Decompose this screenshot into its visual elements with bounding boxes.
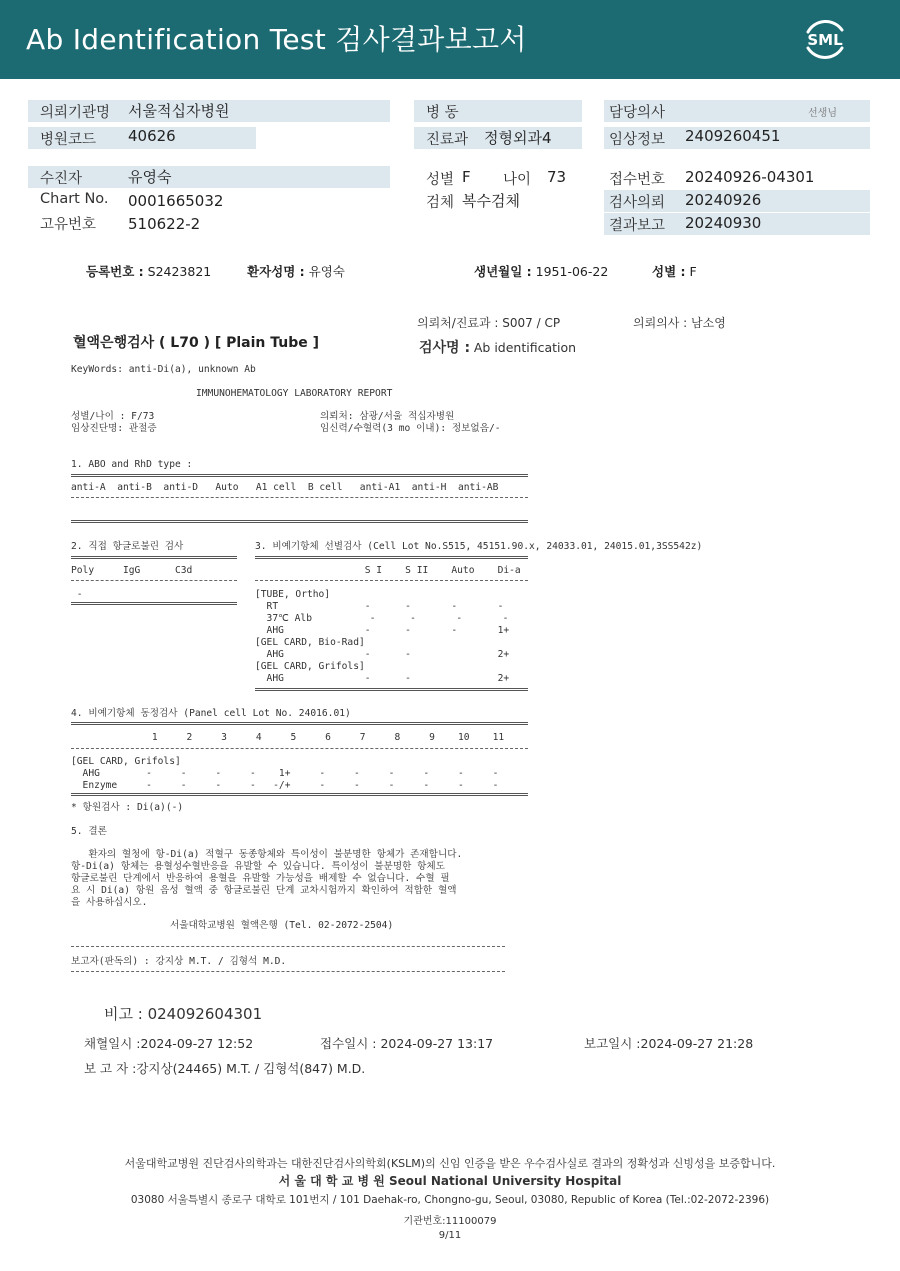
request-value: 20240926 <box>685 191 762 209</box>
divider <box>71 602 237 605</box>
dept-label: 진료과 <box>426 132 469 148</box>
reg-label: 등록번호 : <box>86 264 144 279</box>
screen-row-3: 37℃ Alb - - - - <box>255 613 509 624</box>
collect-label: 채혈일시 : <box>84 1036 141 1051</box>
info-row-patient <box>28 166 390 188</box>
sml-logo-icon <box>800 14 850 64</box>
receive-value: 2024-09-27 13:17 <box>380 1036 494 1051</box>
receive-row <box>320 1034 493 1052</box>
conclusion-line-2: 항-Di(a) 항체는 용혈성수혈반응을 유발할 수 있습니다. 특이성이 불분명한 항체도 <box>71 861 445 872</box>
conclusion-line-1: 환자의 혈청에 항-Di(a) 적혈구 동종항체와 특이성이 불분명한 항체가 존재합니다. <box>71 849 463 860</box>
remarks-row <box>104 1003 262 1024</box>
req-org-label: 의뢰기관명 <box>40 105 111 121</box>
abo-header: anti-A anti-B anti-D Auto A1 cell B cell anti-A1 anti-H anti-AB <box>71 482 499 493</box>
test-name-row <box>419 337 576 357</box>
section5-title: 5. 결론 <box>71 826 107 837</box>
collect-row <box>84 1034 253 1052</box>
age-value: 73 <box>547 168 567 186</box>
page-number: 9/11 <box>438 1230 462 1241</box>
dob-label: 생년월일 : <box>474 264 532 279</box>
reporter-line: 보고자(판독의) : 강지상 M.T. / 김형석 M.D. <box>71 956 287 967</box>
chart-value: 0001665032 <box>128 192 224 210</box>
screen-header: S I S II Auto Di-a <box>255 565 521 576</box>
antigen-test: * 항원검사 : Di(a)(-) <box>71 802 184 813</box>
reg-sex-label: 성별 : <box>652 264 686 279</box>
conclusion-line-5: 을 사용하십시오. <box>71 897 148 908</box>
specimen-label: 검체 <box>426 195 455 211</box>
patient-value: 유영숙 <box>128 168 172 186</box>
report-title: Ab Identification Test 검사결과보고서 <box>26 23 527 56</box>
sex-age: 성별/나이 : F/73 <box>71 411 155 422</box>
divider <box>71 580 237 581</box>
panel-header: 1 2 3 4 5 6 7 8 9 10 11 <box>71 732 505 743</box>
keywords: KeyWords: anti-Di(a), unknown Ab <box>71 364 256 375</box>
divider <box>71 971 505 972</box>
collect-value: 2024-09-27 12:52 <box>140 1036 254 1051</box>
screen-row-1: [TUBE, Ortho] <box>255 589 331 600</box>
hosp-code-value: 40626 <box>128 127 176 145</box>
receive-label: 접수일시 : <box>320 1036 377 1051</box>
footer-address: 03080 서울특별시 종로구 대학로 101번지 / 101 Daehak-ro, Chongno-gu, Seoul, 03080, Republic of Korea (Tel.:02-2072-2396) <box>130 1194 770 1206</box>
clinical-label: 임상정보 <box>609 132 666 148</box>
divider <box>71 556 237 559</box>
divider <box>255 688 528 691</box>
final-reporter-row <box>84 1059 365 1077</box>
reg-value: S2423821 <box>147 264 212 279</box>
divider <box>71 497 528 498</box>
footer-certification: 서울대학교병원 진단검사의학과는 대한진단검사의학회(KSLM)의 신임 인증을 받은 우수검사실로 결과의 정확성과 신빙성을 보증합니다. <box>124 1157 776 1170</box>
report-label: 결과보고 <box>609 218 666 234</box>
test-name-label: 검사명 : <box>419 340 471 356</box>
screen-row-5: [GEL CARD, Bio-Rad] <box>255 637 365 648</box>
report-time-label: 보고일시 : <box>584 1036 641 1051</box>
divider <box>71 793 528 796</box>
panel-row-1: [GEL CARD, Grifols] <box>71 756 181 767</box>
final-reporter-label: 보 고 자 : <box>84 1061 137 1076</box>
report-row <box>584 1034 753 1052</box>
conclusion-line-3: 항글로불린 단계에서 반응하여 용혈을 유발할 가능성을 배제할 수 없습니다. 수혈 필 <box>71 873 450 884</box>
screen-row-6: AHG - - 2+ <box>255 649 510 660</box>
ward-label: 병 동 <box>426 105 459 121</box>
dat-value: - <box>71 589 83 600</box>
doctor-suffix: 선생님 <box>808 108 837 119</box>
receipt-label: 접수번호 <box>609 172 666 188</box>
name-label: 환자성명 : <box>247 264 305 279</box>
referrer: 의뢰처: 삼광/서울 적십자병원 <box>320 411 455 422</box>
chart-label: Chart No. <box>40 191 109 207</box>
section1-title: 1. ABO and RhD type : <box>71 459 193 470</box>
section2-title: 2. 직접 항글로불린 검사 <box>71 541 184 552</box>
logo-text: SML <box>807 31 843 49</box>
uid-label: 고유번호 <box>40 217 97 233</box>
screen-row-7: [GEL CARD, Grifols] <box>255 661 365 672</box>
section3-title: 3. 비예기항체 선별검사 (Cell Lot No.S515, 45151.90.x, 24033.01, 24015.01,3SS542z) <box>255 541 703 552</box>
note-label: 비고 : <box>104 1005 143 1023</box>
screen-row-8: AHG - - 2+ <box>255 673 510 684</box>
patient-label: 수진자 <box>40 171 83 187</box>
divider <box>255 580 528 581</box>
footer-hospital-name: 서 울 대 학 교 병 원 Seoul National University Hospital <box>278 1174 622 1188</box>
sex-label: 성별 <box>426 172 455 188</box>
note-value: 024092604301 <box>147 1005 263 1023</box>
dept-value: 정형외과4 <box>484 129 552 147</box>
section4-title: 4. 비예기항체 동정검사 (Panel cell Lot No. 24016.01) <box>71 708 351 719</box>
screen-row-4: AHG - - - 1+ <box>255 625 510 636</box>
test-title: 혈액은행검사 ( L70 ) [ Plain Tube ] <box>73 335 320 351</box>
age-label: 나이 <box>503 172 532 188</box>
final-reporter-value: 강지상(24465) M.T. / 김형석(847) M.D. <box>136 1061 366 1076</box>
divider <box>71 946 505 947</box>
header-bar <box>0 0 900 79</box>
blood-bank: 서울대학교병원 혈액은행 (Tel. 02-2072-2504) <box>170 920 394 931</box>
dob-row <box>474 262 608 280</box>
req-org-value: 서울적십자병원 <box>128 102 230 120</box>
divider <box>71 722 528 725</box>
specimen-value: 복수검체 <box>462 192 520 210</box>
divider <box>255 556 528 559</box>
dat-header: Poly IgG C3d <box>71 565 193 576</box>
divider <box>71 474 528 477</box>
reg-sex-value: F <box>689 264 697 279</box>
test-name-value: Ab identification <box>473 340 577 355</box>
footer-org-code: 기관번호:11100079 <box>403 1216 497 1227</box>
divider <box>71 520 528 523</box>
screen-row-2: RT - - - - <box>255 601 504 612</box>
req-doctor: 의뢰의사 : 남소영 <box>633 316 726 330</box>
lab-report-title: IMMUNOHEMATOLOGY LABORATORY REPORT <box>196 388 393 399</box>
req-dept: 의뢰처/진료과 : S007 / CP <box>417 316 561 330</box>
request-label: 검사의뢰 <box>609 195 666 211</box>
name-value: 유영숙 <box>308 264 345 279</box>
receipt-value: 20240926-04301 <box>685 168 815 186</box>
divider <box>71 748 528 749</box>
sex-row <box>652 262 697 280</box>
registration-row <box>86 262 211 280</box>
sex-value: F <box>462 168 471 186</box>
diagnosis: 임상진단명: 관절증 <box>71 423 157 434</box>
pregnancy: 임신력/수혈력(3 mo 이내): 정보없음/- <box>320 423 501 434</box>
panel-row-2: AHG - - - - 1+ - - - - - - <box>71 768 499 779</box>
panel-row-3: Enzyme - - - - -/+ - - - - - - <box>71 780 499 791</box>
clinical-value: 2409260451 <box>685 127 781 145</box>
report-time-value: 2024-09-27 21:28 <box>640 1036 754 1051</box>
uid-value: 510622-2 <box>128 215 201 233</box>
hosp-code-label: 병원코드 <box>40 132 97 148</box>
report-value: 20240930 <box>685 214 762 232</box>
doctor-label: 담당의사 <box>609 105 666 121</box>
dob-value: 1951-06-22 <box>535 264 609 279</box>
conclusion-line-4: 요 시 Di(a) 항원 음성 혈액 중 항글로불린 단계 교차시험까지 확인하여 적합한 혈액 <box>71 885 457 896</box>
name-row <box>247 262 345 280</box>
